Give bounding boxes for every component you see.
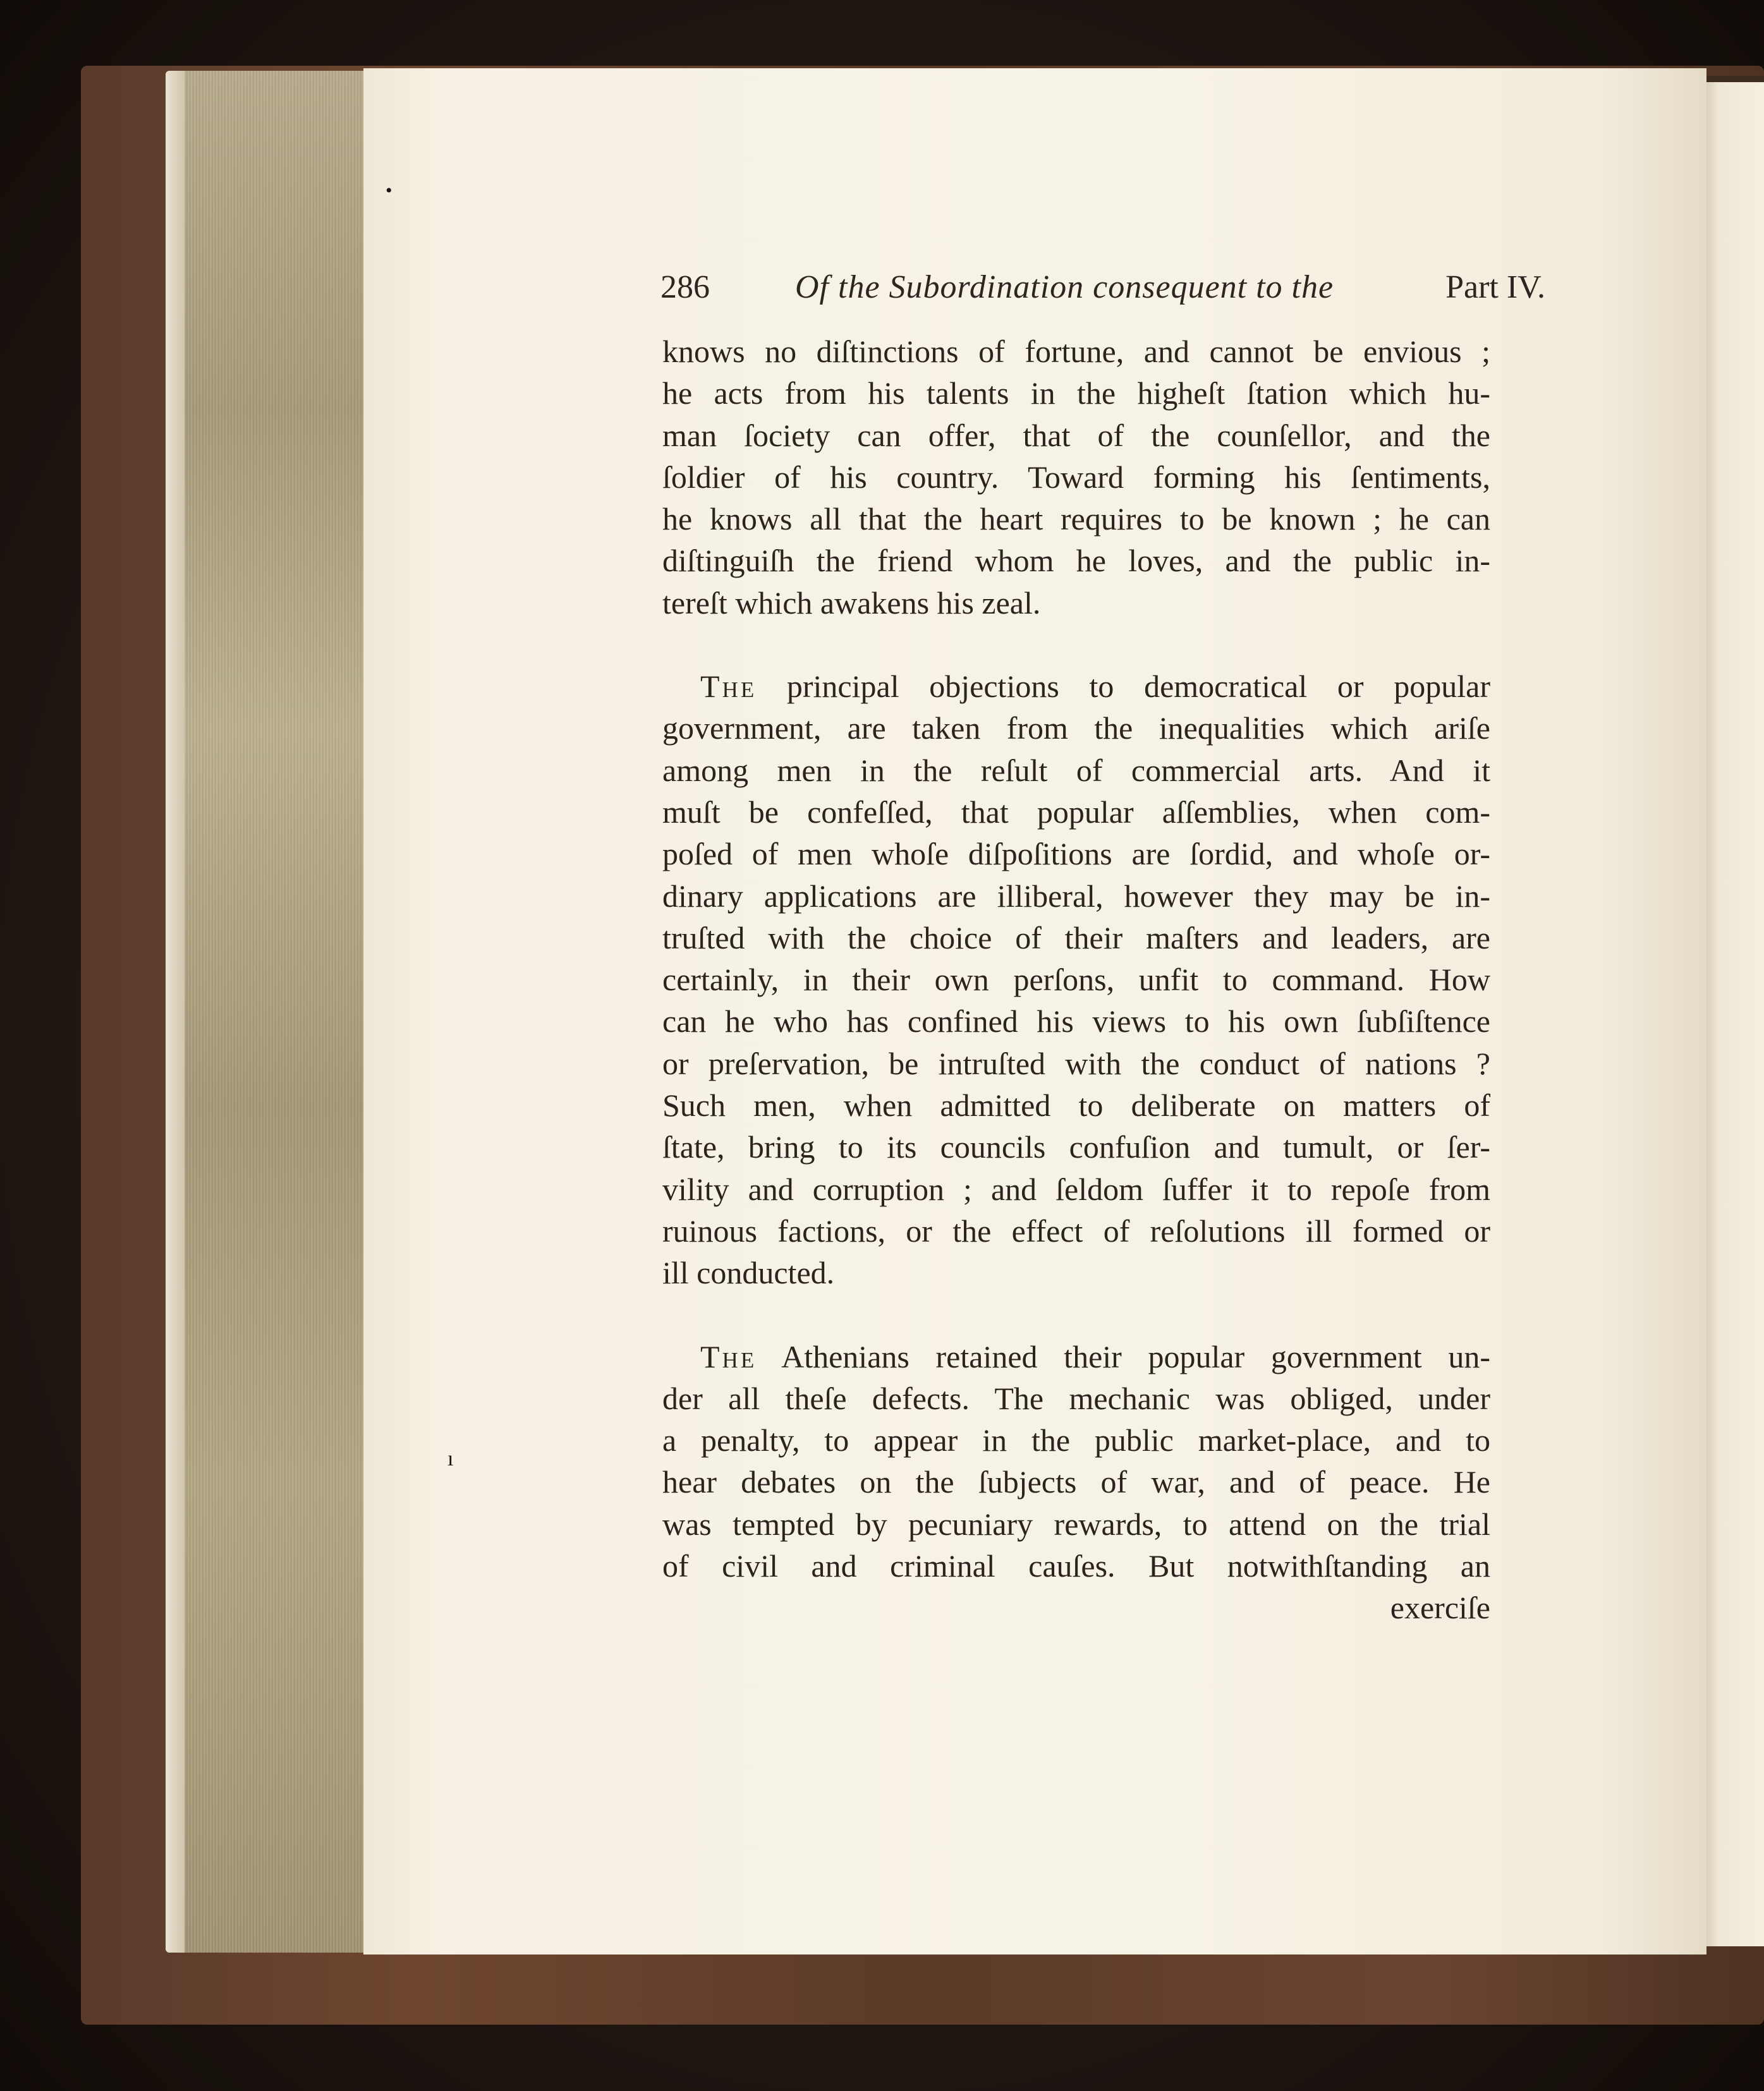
ink-speck: • xyxy=(386,180,392,201)
paragraph-first-line xyxy=(662,1336,1490,1378)
text-line: der all theſe defects. The mechanic was obliged, under xyxy=(662,1380,1490,1416)
text-line: muſt be confeſſed, that popular aſſemblies, when com- xyxy=(662,794,1490,830)
text-line: poſed of men whoſe diſpoſitions are ſordid, and whoſe or- xyxy=(662,836,1490,872)
paragraph-gap xyxy=(662,1294,1490,1336)
text-line: hear debates on the ſubjects of war, and of peace. He xyxy=(662,1464,1490,1500)
text-line: he knows all that the heart requires to be known ; he can xyxy=(662,501,1490,537)
paragraph-first-line xyxy=(662,665,1490,707)
text-line: ſtate, bring to its councils confuſion and tumult, or ſer- xyxy=(662,1129,1490,1165)
text-line: ill conducted. xyxy=(662,1255,835,1291)
first-line-text: Athenians retained their popular government un- xyxy=(781,1338,1490,1374)
text-line: he acts from his talents in the higheſt ſtation which hu- xyxy=(662,375,1490,411)
text-line: certainly, in their own perſons, unfit to command. How xyxy=(662,962,1490,998)
text-line: man ſociety can offer, that of the counſellor, and the xyxy=(662,417,1490,453)
text-line: Such men, when admitted to deliberate on matters of xyxy=(662,1088,1490,1124)
page-edges xyxy=(166,71,367,1953)
ink-mark: ı xyxy=(447,1447,454,1470)
paragraph-gap xyxy=(662,624,1490,665)
text-line: ſoldier of his country. Toward forming his ſentiments, xyxy=(662,459,1490,495)
catchword: exerciſe xyxy=(1390,1590,1490,1626)
body-text xyxy=(662,330,1490,1629)
text-line: a penalty, to appear in the public market-place, and to xyxy=(662,1422,1490,1458)
page-number: 286 xyxy=(660,269,710,305)
part-label: Part IV. xyxy=(1445,269,1545,305)
text-line: tereſt which awakens his zeal. xyxy=(662,585,1041,621)
first-line-text: principal objections to democratical or popular xyxy=(786,669,1490,705)
text-line: can he who has confined his views to his own ſubſiſtence xyxy=(662,1003,1490,1039)
text-line: or preſervation, be intruſted with the conduct of nations ? xyxy=(662,1045,1490,1081)
lead-word: The xyxy=(700,1338,757,1374)
text-line: truſted with the choice of their maſters and leaders, are xyxy=(662,919,1490,955)
lead-word: The xyxy=(700,669,757,705)
facing-page-edge xyxy=(1700,82,1764,1946)
text-line: dinary applications are illiberal, however they may be in- xyxy=(662,878,1490,914)
text-line: diſtinguiſh the friend whom he loves, and the public in- xyxy=(662,543,1490,579)
text-line: among men in the reſult of commercial arts. And it xyxy=(662,752,1490,788)
text-line: ruinous factions, or the effect of reſolutions ill formed or xyxy=(662,1213,1490,1249)
text-line: government, are taken from the inequalities which ariſe xyxy=(662,710,1490,746)
text-line: of civil and criminal cauſes. But notwithſtanding an xyxy=(662,1548,1490,1584)
text-line: vility and corruption ; and ſeldom ſuffer it to repoſe from xyxy=(662,1171,1490,1207)
running-head xyxy=(660,269,1545,319)
text-line: was tempted by pecuniary rewards, to attend on the trial xyxy=(662,1506,1490,1542)
text-line: knows no diſtinctions of fortune, and cannot be envious ; xyxy=(662,334,1490,369)
running-title: Of the Subordination consequent to the xyxy=(795,269,1334,305)
